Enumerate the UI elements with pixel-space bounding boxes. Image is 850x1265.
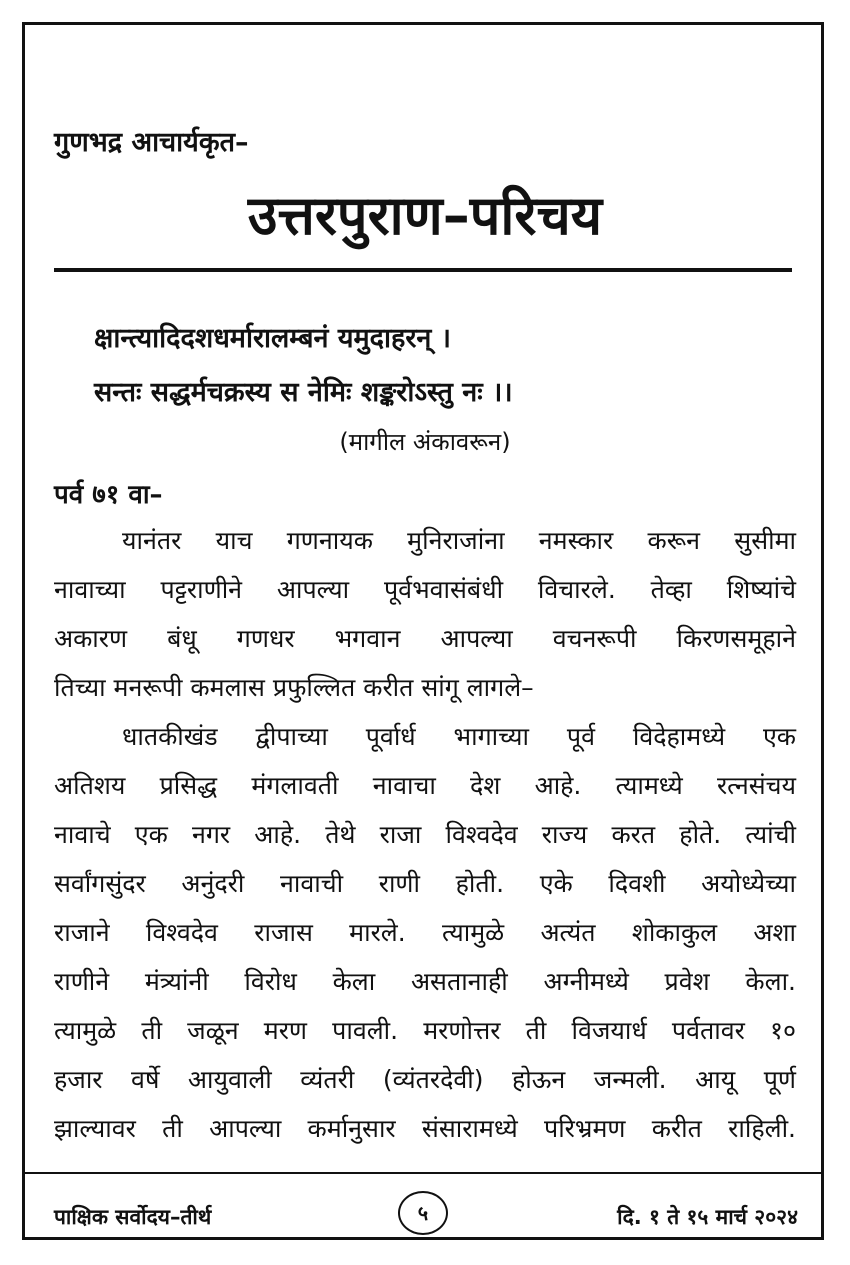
body-line: हजार वर्षे आयुवाली व्यंतरी (व्यंतरदेवी) होऊन जन्मली. आयू पूर्ण — [54, 1065, 796, 1094]
verse-line-1: क्षान्त्यादिदशधर्मारालम्बनं यमुदाहरन् । — [94, 323, 452, 354]
body-line: धातकीखंड द्वीपाच्या पूर्वार्ध भागाच्या पूर्व विदेहामध्ये एक — [122, 722, 796, 751]
page-number: ५ — [398, 1191, 448, 1235]
article-title: उत्तरपुराण–परिचय — [247, 184, 603, 247]
body-line: अकारण बंधू गणधर भगवान आपल्या वचनरूपी किरणसमूहाने — [54, 624, 796, 653]
author-subtitle: गुणभद्र आचार्यकृत– — [54, 127, 249, 158]
body-line: अतिशय प्रसिद्ध मंगलावती नावाचा देश आहे. त्यामध्ये रत्नसंचय — [54, 771, 796, 800]
verse-line-2: सन्तः सद्धर्मचक्रस्य स नेमिः शङ्करोऽस्तु नः ।। — [94, 377, 513, 408]
body-line: त्यामुळे ती जळून मरण पावली. मरणोत्तर ती विजयार्ध पर्वतावर १० — [54, 1016, 796, 1045]
body-line: तिच्या मनरूपी कमलास प्रफुल्लित करीत सांगू लागले– — [54, 673, 534, 702]
body-line: राणीने मंत्र्यांनी विरोध केला असतानाही अग्नीमध्ये प्रवेश केला. — [54, 967, 796, 996]
continued-note: (मागील अंकावरून) — [339, 428, 511, 456]
section-heading: पर्व ७१ वा– — [54, 480, 163, 510]
body-line: नावाच्या पट्टराणीने आपल्या पूर्वभवासंबंधी विचारले. तेव्हा शिष्यांचे — [54, 575, 796, 604]
body-line: झाल्यावर ती आपल्या कर्मानुसार संसारामध्ये परिभ्रमण करीत राहिली. — [54, 1114, 796, 1143]
body-line: राजाने विश्वदेव राजास मारले. त्यामुळे अत्यंत शोकाकुल अशा — [54, 918, 796, 947]
body-line: नावाचे एक नगर आहे. तेथे राजा विश्वदेव राज्य करत होते. त्यांची — [54, 820, 796, 849]
body-line: यानंतर याच गणनायक मुनिराजांना नमस्कार करून सुसीमा — [122, 526, 796, 555]
publication-name: पाक्षिक सर्वोदय–तीर्थ — [54, 1205, 212, 1229]
title-divider — [54, 268, 792, 272]
body-line: सर्वांगसुंदर अनुंदरी नावाची राणी होती. एके दिवशी अयोध्येच्या — [54, 869, 796, 898]
issue-date: दि. १ ते १५ मार्च २०२४ — [617, 1205, 798, 1229]
footer-divider — [22, 1172, 824, 1174]
